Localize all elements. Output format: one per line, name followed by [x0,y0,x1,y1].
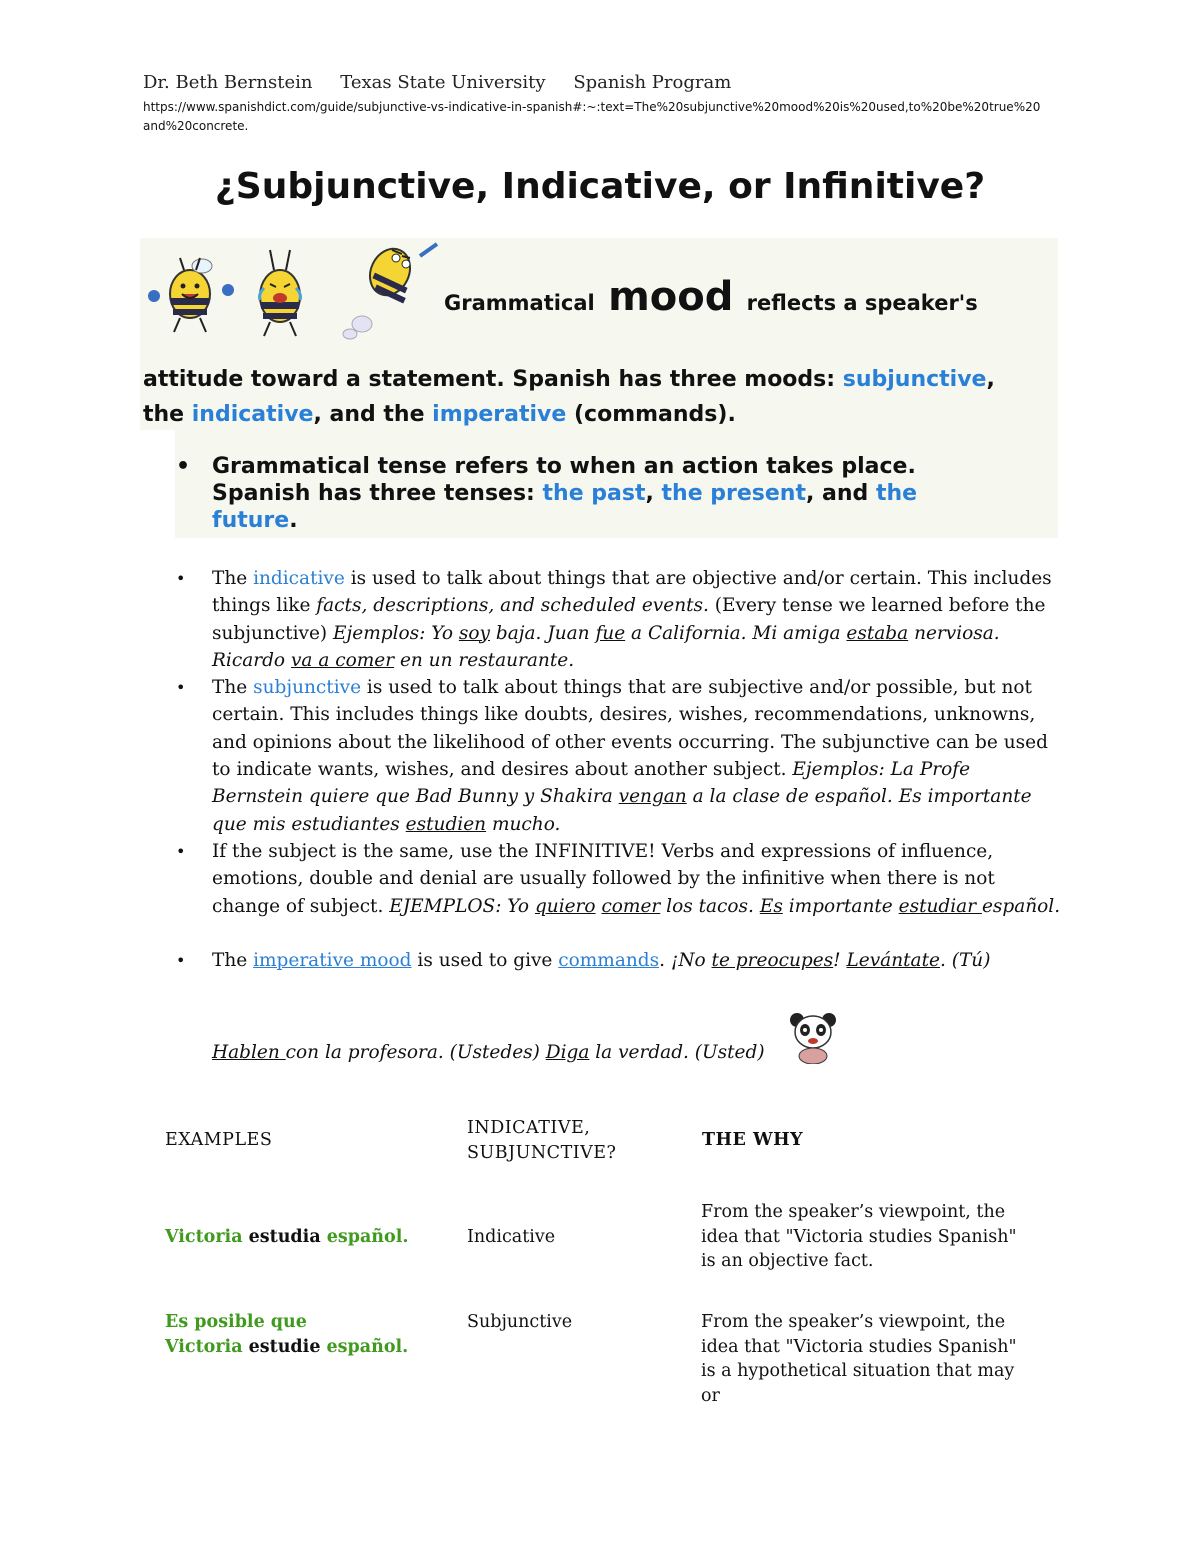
text: (Every tense we learned before the subjunctive) [212,595,1046,644]
verb-estudia: estudia [242,1227,327,1247]
mood-tail-text: reflects a speaker's [746,291,978,315]
sep-text: , and [806,481,876,506]
mood-intro-line [444,274,978,320]
example-text: ¡No [670,949,712,971]
bullet-dot-icon: • [176,841,186,861]
commands-text: (commands). [566,402,736,427]
university-name: Texas State University [340,72,546,93]
usage-bullet-list [176,565,1066,974]
table-row-2-mood: Subjunctive [467,1312,573,1332]
text: is used to talk about things that are subjective and/or possible, but not certain. This includes things like doubts, desires, wishes, recommendations, unknowns, and opinions about the likelihood of other events occurring. The subjunctive can be used to indicate wants, wishes, and desires about another subject. [212,677,1048,781]
term-subjunctive-link[interactable]: subjunctive [253,677,362,699]
verb-hablen: Hablen [212,1042,286,1063]
imperative-examples-line [212,1042,765,1063]
bullet-dot-icon: • [176,569,186,588]
tense-past: the past [542,481,646,506]
example-text: mucho. [486,813,561,835]
source-url[interactable]: https://www.spanishdict.com/guide/subjunctive-vs-indicative-in-spanish#:~:text=The%20subjunctive%20mood%20is%20used,to%20be%20true%20and%20concrete. [143,100,1041,133]
commands-link[interactable]: commands [558,949,660,971]
angry-bee-icon [343,242,437,339]
table-row-1-why: From the speaker’s viewpoint, the idea that "Victoria studies Spanish" is an objective fact. [701,1202,1017,1271]
verb-estudie: estudie [242,1336,327,1357]
verb-vengan: vengan [618,786,687,808]
moods-text: attitude toward a statement. Spanish has three moods: [143,367,843,392]
example-text: ! [833,949,847,971]
the-text: the [143,402,192,427]
phrase-es-posible-que: Es posible que [165,1312,307,1332]
program-name: Spanish Program [573,72,732,93]
example-text: nerviosa. Ricardo [212,622,1000,671]
tense-text: Grammatical tense refers to when an action takes place. Spanish has three tenses: [212,454,916,506]
verb-estudiar: estudiar [898,895,982,917]
example-text: EJEMPLOS: Yo [389,895,535,917]
example-text: Ejemplos: La Profe Bernstein quiere que Bad Bunny y Shakira [212,759,971,808]
period-text: . [289,508,298,533]
term-imperative: imperative [432,402,567,427]
verb-estaba: estaba [846,622,909,644]
verb-soy: soy [458,622,490,644]
bullet-dot-icon: • [176,678,186,698]
happy-bee-icon [148,258,234,332]
verb-es: Es [759,895,783,917]
text: . [659,949,671,971]
term-indicative-link[interactable]: indicative [253,568,345,589]
document-header [143,72,753,93]
example-text: . (Tú) [939,949,991,971]
crying-bee-icon [260,250,301,336]
example-text: a la clase de español. Es importante que mis estudiantes [212,786,1032,835]
mood-lead-text: Grammatical [444,291,595,315]
subject-victoria: Victoria [165,1336,243,1357]
example-text: baja. Juan [490,622,596,644]
verb-va-a-comer: va a comer [290,649,395,671]
example-text: en un restaurante. [394,649,575,671]
verb-estudien: estudien [405,813,487,835]
example-text: importante [782,895,899,917]
table-row-2-example [165,1310,408,1359]
verb-comer: comer [601,895,661,917]
sep-text: , [645,481,662,506]
term-subjunctive: subjunctive [842,367,987,392]
and-the-text: , and the [313,402,433,427]
verb-quiero: quiero [534,895,596,917]
example-text: a California. Mi amiga [625,622,847,644]
text: The [212,677,254,699]
text: The [212,949,254,971]
bullet-dot-icon: • [176,950,186,970]
object-espanol: español. [326,1336,409,1357]
example-text: la verdad. (Usted) [589,1042,765,1063]
text: is used to give [411,949,559,971]
subject-victoria: Victoria [165,1227,243,1247]
moods-paragraph [143,362,1063,432]
table-row-2-why: From the speaker’s viewpoint, the idea that "Victoria studies Spanish" is a hypothetical situation that may or [701,1312,1017,1406]
table-header-why: THE WHY [702,1130,804,1150]
bullet-imperative [176,947,1066,974]
page-title: ¿Subjunctive, Indicative, or Infinitive? [214,166,986,207]
bees-illustration [140,236,445,346]
bullet-dot-icon: • [176,454,191,479]
verb-te-preocupes: te preocupes [711,949,834,971]
tense-future: the future [212,481,918,533]
mood-keyword: mood [608,274,734,320]
example-text: con la profesora. (Ustedes) [285,1042,546,1063]
comma-text: , [986,367,995,392]
table-header-examples: EXAMPLES [165,1130,273,1150]
tense-bullet [176,453,996,534]
bullet-infinitive [176,838,1066,920]
verb-diga: Diga [545,1042,590,1063]
verb-fue: fue [595,622,626,644]
object-espanol: español. [326,1227,409,1247]
table-header-mood: INDICATIVE, SUBJUNCTIVE? [467,1118,617,1163]
italic-text: facts, descriptions, and scheduled events. [316,595,709,617]
imperative-mood-link[interactable]: imperative mood [253,949,412,971]
example-text: Ejemplos: Yo [333,622,459,644]
bullet-subjunctive [176,674,1066,838]
text: The [212,568,254,589]
verb-levantate: Levántate [846,949,940,971]
text: is used to talk about things that are objective and/or certain. This includes things like [212,568,1052,617]
tense-present: the present [661,481,806,506]
table-row-1-example [165,1225,408,1250]
text: If the subject is the same, use the INFINITIVE! Verbs and expressions of influence, emotions, double and denial are usually followed by the infinitive when there is not change of subject. [212,840,995,917]
table-row-1-mood: Indicative [467,1227,556,1247]
bullet-indicative [176,565,1066,674]
example-text: español. [981,895,1061,917]
author-name: Dr. Beth Bernstein [143,72,313,93]
panda-icon [783,1004,843,1064]
term-indicative: indicative [191,402,314,427]
example-text: los tacos. [660,895,760,917]
mood-box-cutout [140,430,175,540]
